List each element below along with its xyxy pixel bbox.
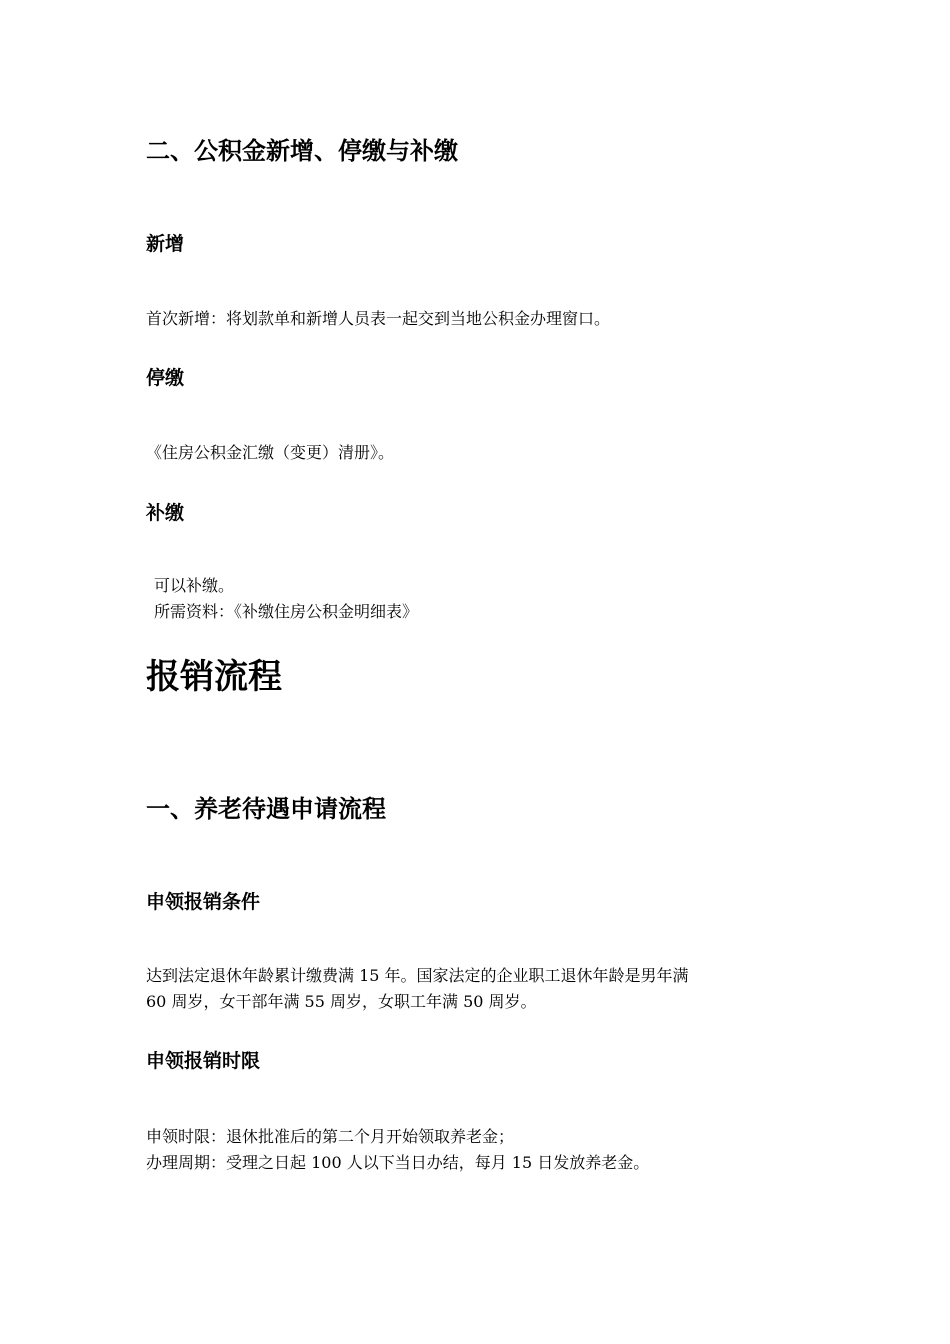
paragraph-conditions-line2: 60 周岁，女干部年满 55 周岁，女职工年满 50 周岁。 [146,992,537,1011]
paragraph-bujiao-line1: 可以补缴。 [154,576,235,595]
subheading-time-limit: 申领报销时限 [146,1050,261,1072]
subheading-xinzeng: 新增 [146,233,185,255]
paragraph-time-limit-line1: 申领时限：退休批准后的第二个月开始领取养老金； [146,1127,515,1146]
chapter-title-baoxiao: 报销流程 [146,657,282,697]
paragraph-conditions-line1: 达到法定退休年龄累计缴费满 15 年。国家法定的企业职工退休年龄是男年满 [146,966,689,985]
section-heading-gjj: 二、公积金新增、停缴与补缴 [146,137,458,165]
subheading-conditions: 申领报销条件 [146,891,261,913]
subheading-tingjiao: 停缴 [146,367,185,389]
section-heading-yanglao: 一、养老待遇申请流程 [146,795,386,823]
paragraph-time-limit-line2: 办理周期：受理之日起 100 人以下当日办结，每月 15 日发放养老金。 [146,1153,650,1172]
subheading-bujiao: 补缴 [146,502,185,524]
paragraph-tingjiao: 《住房公积金汇缴（变更）清册》。 [146,443,395,462]
paragraph-bujiao-line2: 所需资料：《补缴住房公积金明细表》 [154,602,419,621]
paragraph-xinzeng: 首次新增：将划款单和新增人员表一起交到当地公积金办理窗口。 [146,309,611,328]
